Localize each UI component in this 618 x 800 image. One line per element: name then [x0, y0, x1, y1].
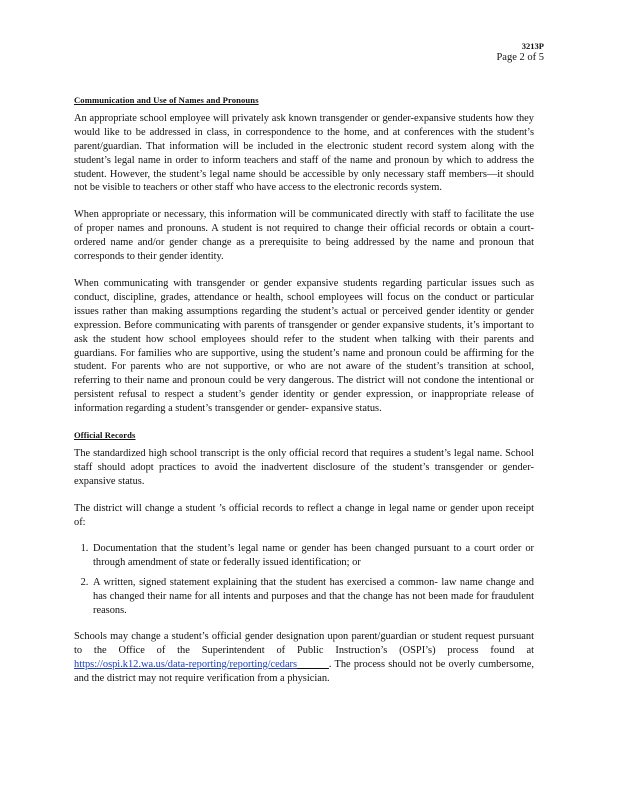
paragraph: An appropriate school employee will privately ask known transgender or gender-expansive students how they would like to be addressed in class, in correspondence to the home, and at conferences with the student’s parent/guardian. That information will be included in the electronic student record system along with the student’s legal name in order to inform teachers and staff of the name and pronoun by which to address the student. However, the student’s legal name should be accessible by only necessary staff members—it should not be visible to teachers or other staff who have access to the electronic records system.	[74, 112, 534, 194]
page-header	[496, 40, 544, 64]
section-heading-records: Official Records	[74, 430, 136, 441]
paragraph: The district will change a student ’s official records to reflect a change in legal name or gender upon receipt of:	[74, 502, 534, 528]
paragraph-text: Schools may change a student’s official gender designation upon parent/guardian or student request pursuant to the Office of the Superintendent of Public Instruction’s (OSPI’s) process found at	[74, 631, 534, 656]
page-number: Page 2 of 5	[496, 52, 544, 63]
section-heading-names: Communication and Use of Names and Pronouns	[74, 95, 259, 105]
numbered-list	[74, 542, 534, 618]
paragraph-text: . The process should not be overly cumbersome, and the district may not require verification from a physician.	[74, 658, 534, 684]
list-item: 2. A written, signed statement explaining that the student has exercised a common- law name change and has changed their name for all intents and purposes and that the change has not been made for fraudulent reasons.	[91, 576, 534, 618]
document-body	[74, 94, 534, 699]
ospi-cedars-link[interactable]: https://ospi.k12.wa.us/data-reporting/reporting/cedars	[74, 658, 298, 670]
paragraph: The standardized high school transcript is the only official record that requires a student’s legal name. School staff should adopt practices to avoid the inadvertent disclosure of the student’s transgender or gender- expansive status.	[74, 447, 534, 487]
link-underline-tail	[297, 659, 329, 670]
paragraph: When communicating with transgender or gender expansive students regarding particular issues such as conduct, discipline, grades, attendance or health, school employees will focus on the conduct or particular issues rather than making assumptions regarding the student’s actual or perceived gender identity or gender expression. Before communicating with parents of transgender or gender expansive students, it’s important to ask the student how school employees should refer to the student when talking with their parents and guardians. For families who are supportive, using the student’s name and pronoun could be affirming for the student. For parents who are not supportive, or who are not aware of the student’s transition at school, referring to their name and pronoun could be very dangerous. The district will not condone the intentional or persistent refusal to respect a student’s gender identity or gender expression, or inappropriate release of information regarding a student’s transgender or gender- expansive status.	[74, 277, 534, 415]
list-item: 1. Documentation that the student’s legal name or gender has been changed pursuant to a court order or through amendment of state or federally issued identification; or	[91, 542, 534, 570]
paragraph: When appropriate or necessary, this information will be communicated directly with staff to facilitate the use of proper names and pronouns. A student is not required to change their official records or obtain a court-ordered name and/or gender change as a prerequisite to being addressed by the name and pronoun that corresponds to their gender identity.	[74, 209, 534, 263]
policy-code: 3213P	[521, 41, 544, 51]
paragraph	[74, 630, 534, 686]
